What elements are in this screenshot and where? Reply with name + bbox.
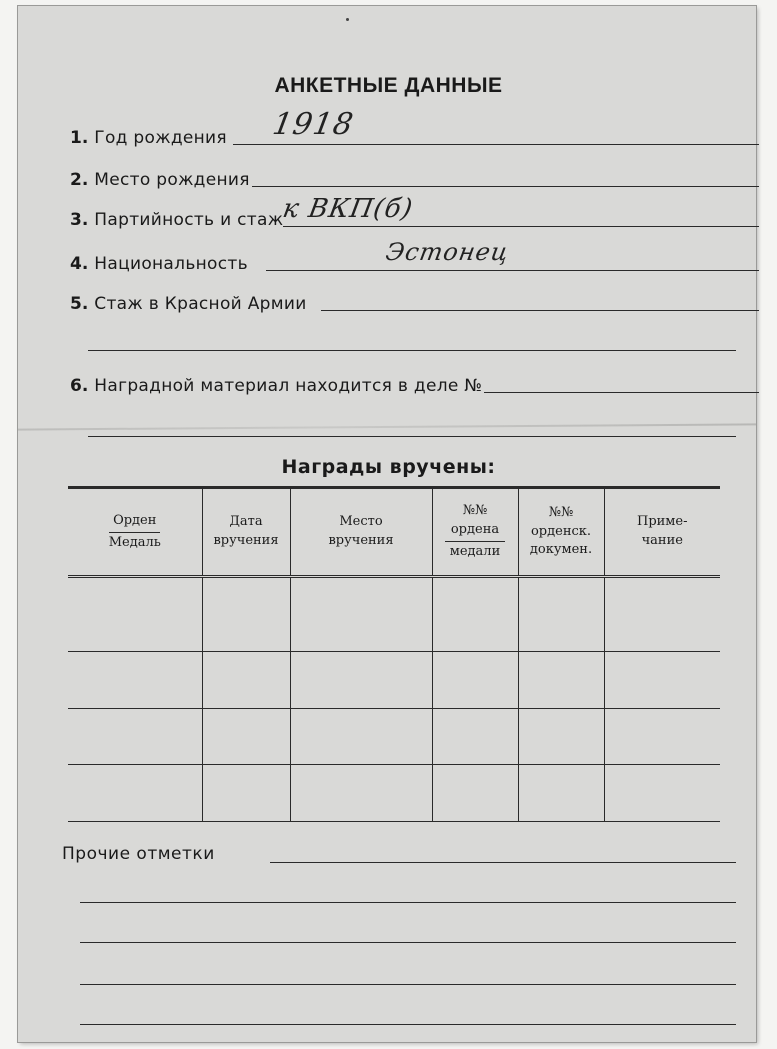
table-cell[interactable] (290, 708, 432, 765)
other-notes-line[interactable] (80, 902, 736, 903)
table-cell[interactable] (432, 652, 518, 709)
field-birth-place (70, 170, 759, 190)
header-doc-line1: №№ (548, 504, 574, 520)
field-number: 6. (70, 376, 89, 396)
other-notes-line[interactable] (80, 942, 736, 943)
handwritten-value: 1918 (269, 107, 357, 142)
table-cell[interactable] (604, 652, 720, 709)
field-award-file (70, 376, 759, 396)
header-medal-label: медали (449, 543, 501, 559)
field-label: Год рождения (94, 128, 227, 148)
table-cell[interactable] (202, 708, 290, 765)
table-row (68, 652, 720, 709)
field-number: 1. (70, 128, 89, 148)
awards-table (68, 486, 720, 822)
table-cell[interactable] (290, 652, 432, 709)
table-cell[interactable] (432, 577, 518, 652)
table-cell[interactable] (290, 577, 432, 652)
table-cell[interactable] (432, 708, 518, 765)
field-party (70, 194, 759, 230)
header-date-line1: Дата (229, 514, 263, 530)
header-order-number (432, 488, 518, 577)
header-document-number (518, 488, 604, 577)
field-number: 4. (70, 254, 89, 274)
table-header-row (68, 488, 720, 577)
handwritten-value: к ВКП(б) (280, 194, 416, 224)
header-doc-line3: докумен. (529, 542, 593, 558)
header-place-line1: Место (339, 514, 383, 530)
handwritten-value: Эстонец (383, 238, 512, 266)
table-cell[interactable] (604, 708, 720, 765)
table-cell[interactable] (68, 652, 202, 709)
field-continuation-line[interactable] (88, 350, 736, 351)
field-line[interactable] (252, 185, 759, 187)
table-cell[interactable] (68, 765, 202, 822)
field-label: Национальность (94, 254, 248, 274)
other-notes-line[interactable] (80, 1024, 736, 1025)
other-notes-label: Прочие отметки (62, 844, 215, 864)
table-cell[interactable] (202, 765, 290, 822)
other-notes-line[interactable] (270, 862, 736, 863)
field-line[interactable] (280, 194, 759, 227)
field-line[interactable] (233, 107, 759, 145)
field-number: 3. (70, 210, 89, 230)
field-label: Партийность и стаж (94, 210, 284, 230)
field-label: Стаж в Красной Армии (94, 294, 307, 314)
field-line[interactable] (484, 391, 759, 393)
field-label: Наградной материал находится в деле № (94, 376, 483, 396)
table-cell[interactable] (202, 577, 290, 652)
field-army-service (70, 294, 759, 314)
table-row (68, 708, 720, 765)
field-number: 5. (70, 294, 89, 314)
table-row (68, 765, 720, 822)
field-continuation-line[interactable] (88, 436, 736, 437)
header-note (604, 488, 720, 577)
field-number: 2. (70, 170, 89, 190)
header-note-line1: Приме- (636, 514, 688, 530)
table-cell[interactable] (290, 765, 432, 822)
header-order-label: ордена (450, 522, 500, 538)
header-order-number-top (445, 502, 505, 542)
table-cell[interactable] (68, 708, 202, 765)
field-line[interactable] (321, 309, 759, 311)
awards-title: Награды вручены: (281, 456, 496, 478)
table-cell[interactable] (68, 577, 202, 652)
field-nationality (70, 238, 759, 274)
field-line[interactable] (266, 238, 759, 271)
table-cell[interactable] (518, 708, 604, 765)
field-birth-year (70, 107, 759, 148)
table-cell[interactable] (518, 765, 604, 822)
table-cell[interactable] (518, 577, 604, 652)
table-cell[interactable] (432, 765, 518, 822)
header-note-line2: чание (641, 533, 683, 548)
table-cell[interactable] (604, 577, 720, 652)
table-cell[interactable] (202, 652, 290, 709)
ink-dot (346, 18, 349, 21)
header-date (202, 488, 290, 577)
other-notes-line[interactable] (80, 984, 736, 985)
header-place (290, 488, 432, 577)
header-date-line2: вручения (213, 533, 279, 548)
header-medal: Медаль (108, 534, 161, 550)
table-cell[interactable] (604, 765, 720, 822)
table-cell[interactable] (518, 652, 604, 709)
header-order: Орден (109, 512, 160, 533)
header-doc-line2: орденск. (530, 523, 592, 539)
header-place-line2: вручения (328, 533, 394, 548)
header-numsign: №№ (462, 503, 488, 519)
page-title: АНКЕТНЫЕ ДАННЫЕ (274, 74, 503, 97)
header-order-medal (68, 488, 202, 577)
table-row (68, 577, 720, 652)
field-label: Место рождения (94, 170, 250, 190)
paper-fold (18, 423, 756, 430)
